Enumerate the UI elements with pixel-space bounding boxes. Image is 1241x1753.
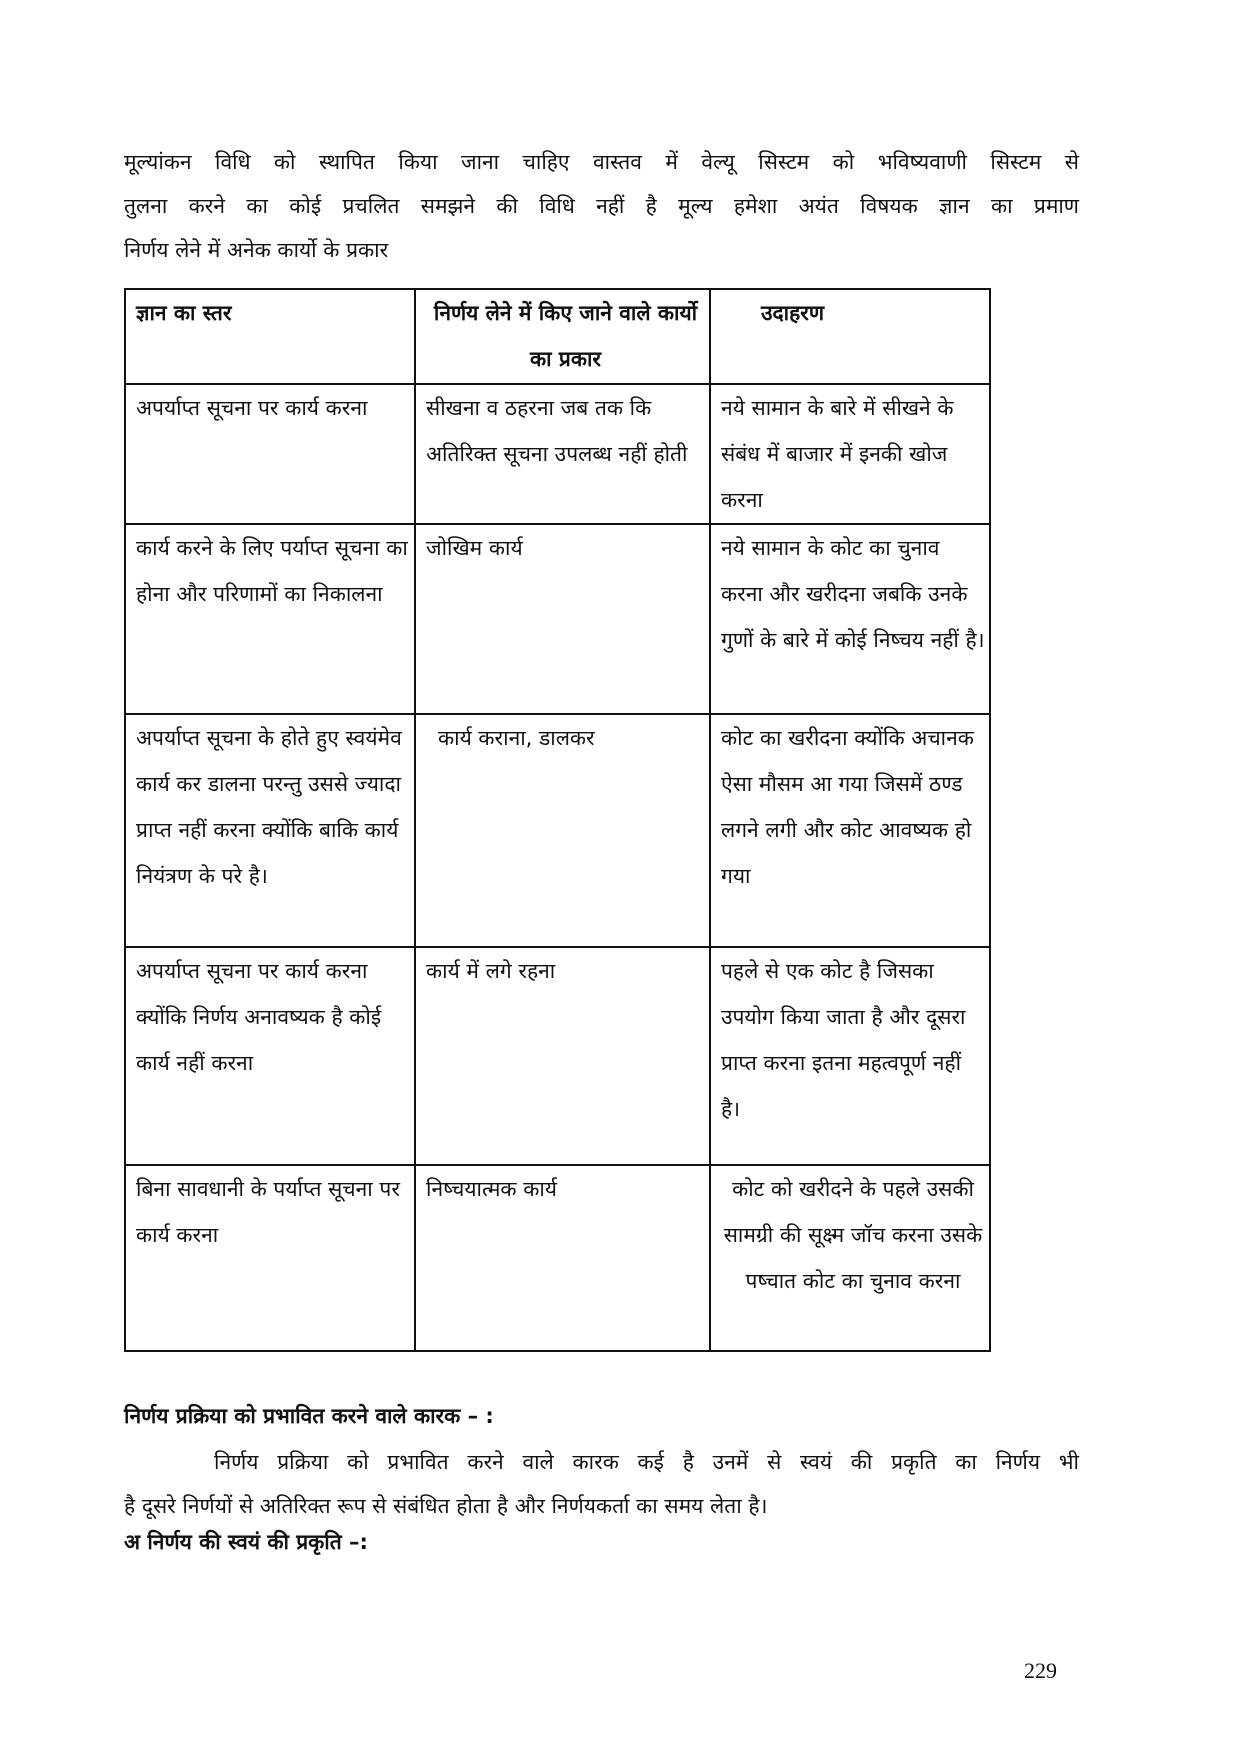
- intro-line-1: मूल्यांकन विधि को स्थापित किया जाना चाहिए वास्तव में वेल्यू सिस्टम को भविष्यवाणी सिस्टम से: [124, 150, 1079, 174]
- page-number: 229: [1024, 1658, 1057, 1683]
- cell-action: कार्य में लगे रहना: [415, 947, 710, 1165]
- section-heading: निर्णय प्रक्रिया को प्रभावित करने वाले कारक – :: [124, 1404, 494, 1428]
- header-knowledge-level: ज्ञान का स्तर: [125, 289, 415, 384]
- cell-action: निष्चयात्मक कार्य: [415, 1165, 710, 1351]
- decision-types-table: [124, 288, 991, 1352]
- cell-action: कार्य कराना, डालकर: [415, 714, 710, 947]
- cell-level: अपर्याप्त सूचना पर कार्य करना क्योंकि निर्णय अनावष्यक है कोई कार्य नहीं करना: [125, 947, 415, 1165]
- cell-example: नये सामान के कोट का चुनाव करना और खरीदना जबकि उनके गुणों के बारे में कोई निष्चय नहीं है।: [710, 524, 990, 714]
- header-example: उदाहरण: [710, 289, 990, 384]
- intro-paragraph: [124, 140, 1079, 272]
- table-header-row: [125, 289, 990, 384]
- cell-action: सीखना व ठहरना जब तक कि अतिरिक्त सूचना उपलब्ध नहीं होती: [415, 384, 710, 524]
- cell-example: पहले से एक कोट है जिसका उपयोग किया जाता है और दूसरा प्राप्त करना इतना महत्वपूर्ण नहीं है।: [710, 947, 990, 1165]
- body-paragraph: [124, 1440, 1079, 1528]
- cell-example: कोट का खरीदना क्योंकि अचानक ऐसा मौसम आ गया जिसमें ठण्ड लगने लगी और कोट आवष्यक हो गया: [710, 714, 990, 947]
- cell-example: कोट को खरीदने के पहले उसकी सामग्री की सूक्ष्म जॉच करना उसके पष्चात कोट का चुनाव करना: [710, 1165, 990, 1351]
- cell-level: बिना सावधानी के पर्याप्त सूचना पर कार्य करना: [125, 1165, 415, 1351]
- table-row: [125, 1165, 990, 1351]
- cell-example: नये सामान के बारे में सीखने के संबंध में बाजार में इनकी खोज करना: [710, 384, 990, 524]
- table-row: [125, 524, 990, 714]
- table-row: [125, 947, 990, 1165]
- cell-level: कार्य करने के लिए पर्याप्त सूचना का होना और परिणामों का निकालना: [125, 524, 415, 714]
- para-line-2: है दूसरे निर्णयों से अतिरिक्त रूप से संबंधित होता है और निर्णयकर्ता का समय लेता है।: [124, 1494, 768, 1518]
- table-row: [125, 714, 990, 947]
- sub-heading: अ निर्णय की स्वयं की प्रकृति –:: [124, 1530, 368, 1554]
- cell-action: जोखिम कार्य: [415, 524, 710, 714]
- para-line-1: निर्णय प्रक्रिया को प्रभावित करने वाले कारक कई है उनमें से स्वयं की प्रकृति का निर्णय भी: [214, 1450, 1079, 1474]
- header-action-type: निर्णय लेने में किए जाने वाले कार्यो का प्रकार: [415, 289, 710, 384]
- cell-level: अपर्याप्त सूचना पर कार्य करना: [125, 384, 415, 524]
- cell-level: अपर्याप्त सूचना के होते हुए स्वयंमेव कार्य कर डालना परन्तु उससे ज्यादा प्राप्त नहीं करना क्योंकि बाकि कार्य नियंत्रण के परे है।: [125, 714, 415, 947]
- intro-line-3: निर्णय लेने में अनेक कार्यो के प्रकार: [124, 238, 389, 262]
- table-row: [125, 384, 990, 524]
- intro-line-2: तुलना करने का कोई प्रचलित समझने की विधि नहीं है मूल्य हमेशा अयंत विषयक ज्ञान का प्रमाण: [124, 194, 1079, 218]
